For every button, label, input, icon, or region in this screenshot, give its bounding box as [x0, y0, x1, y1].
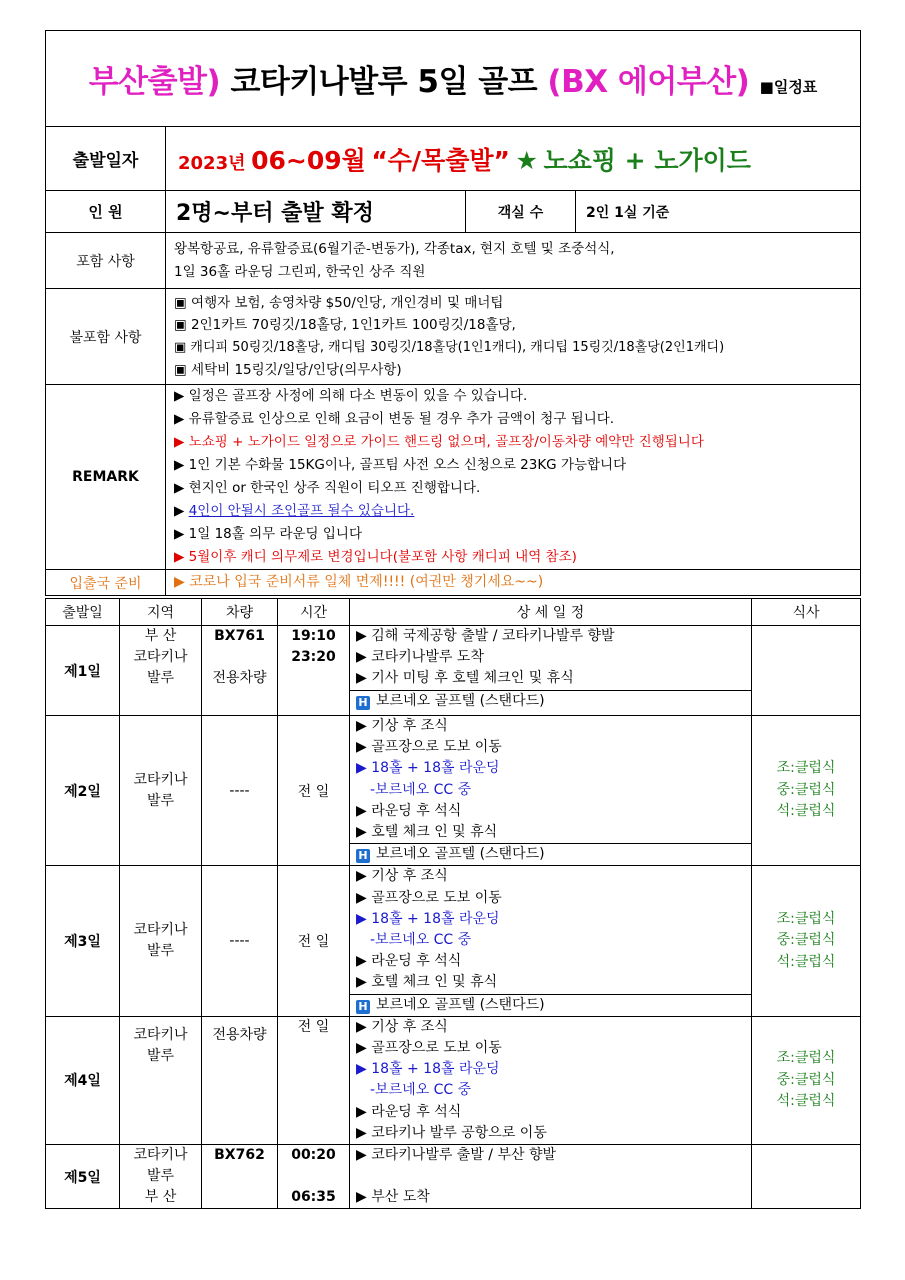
schedule-cell [350, 626, 752, 716]
region-cell [120, 1145, 202, 1209]
day-label: 제5일 [46, 1145, 120, 1209]
meal-cell [752, 1016, 861, 1144]
region-line: 발루 [146, 1047, 175, 1064]
entry-row [46, 570, 861, 596]
page-title [89, 64, 760, 100]
col-schedule: 상 세 일 정 [350, 599, 752, 626]
hotel-name: 보르네오 골프텔 (스탠다드) [376, 692, 545, 709]
people-value: 2명~부터 출발 확정 [166, 191, 466, 233]
day-label: 제3일 [46, 866, 120, 1016]
departure-months: 06~09월 [251, 145, 366, 175]
remark-line: ▶ 1인 기본 수화물 15KG이나, 골프팀 사전 오스 신청으로 23KG 가능합니다 [174, 457, 627, 473]
region-line: 발루 [146, 670, 175, 686]
schedule-cell [350, 716, 752, 866]
schedule-line: ▶ 코타키나발루 출발 / 부산 향발 [356, 1147, 557, 1164]
arrow-icon: ▶ [174, 503, 185, 519]
departure-city: 부산출발) [88, 64, 221, 100]
star-icon: ★ [515, 145, 538, 175]
itinerary-table [45, 598, 861, 1209]
vehicle-cell: 전용차량 [202, 1016, 278, 1144]
remark-row [46, 385, 861, 570]
region-line: 코타키나 [133, 922, 188, 939]
remark-line: ▶ 현지인 or 한국인 상주 직원이 티오프 진행합니다. [174, 480, 481, 496]
col-time: 시간 [278, 599, 350, 626]
region-cell [120, 866, 202, 1016]
hotel-name: 보르네오 골프텔 (스탠다드) [376, 846, 545, 863]
schedule-line: ▶ 코타키나발루 도착 [356, 649, 484, 666]
region-line: 코타키나 [133, 649, 188, 665]
schedule-line: ▶ 18홀 + 18홀 라운딩 [356, 910, 500, 927]
schedule-spacer [356, 1166, 751, 1187]
room-value: 2인 1실 기준 [576, 191, 861, 233]
departure-row [46, 127, 861, 191]
itinerary-row-day3 [46, 866, 861, 1016]
schedule-line: ▶ 코타키나 발루 공항으로 이동 [356, 1124, 547, 1141]
schedule-line: ▶ 라운딩 후 석식 [356, 953, 462, 970]
hotel-line [350, 843, 751, 865]
time-spacer [278, 1166, 349, 1187]
hotel-icon: H [356, 849, 370, 863]
day-label: 제1일 [46, 626, 120, 716]
time-cell: 전 일 [278, 1016, 350, 1144]
col-day: 출발일 [46, 599, 120, 626]
region-cell [120, 716, 202, 866]
remark-line: ▶ 5월이후 캐디 의무제로 변경입니다(불포함 사항 캐디피 내역 참조) [174, 549, 577, 565]
time-cell: 전 일 [278, 866, 350, 1016]
airline: (BX 에어부산) [547, 64, 750, 100]
vehicle-cell [202, 626, 278, 716]
included-line: 1일 36홀 라운딩 그린피, 한국인 상주 직원 [174, 263, 426, 280]
included-row [46, 233, 861, 289]
itinerary-row-day1 [46, 626, 861, 716]
schedule-line: ▶ 호텔 체크 인 및 휴식 [356, 974, 498, 991]
time-line: 06:35 [291, 1189, 336, 1206]
remark-line: ▶ 유류할증료 인상으로 인해 요금이 변동 될 경우 추가 금액이 청구 됩니다. [174, 411, 615, 427]
day-label: 제2일 [46, 716, 120, 866]
schedule-cell [350, 1145, 752, 1209]
col-vehicle: 차량 [202, 599, 278, 626]
region-line: 발루 [146, 792, 175, 809]
itinerary-row-day4 [46, 1016, 861, 1144]
schedule-cell [350, 1016, 752, 1144]
schedule-line: -보르네오 CC 중 [370, 932, 472, 949]
schedule-line: ▶ 기상 후 조식 [356, 718, 448, 734]
itinerary-row-day5 [46, 1145, 861, 1209]
meal-lunch: 중:클럽식 [776, 1071, 836, 1088]
day-label: 제4일 [46, 1016, 120, 1144]
departure-value [166, 127, 861, 191]
hotel-line [350, 994, 751, 1016]
departure-days: “수/목출발” [371, 145, 510, 175]
vehicle-cell: ---- [202, 716, 278, 866]
title-row [46, 31, 861, 127]
entry-value: ▶ 코로나 입국 준비서류 일체 면제!!!! (여권만 챙기세요~~) [166, 570, 861, 596]
meal-dinner: 석:클럽식 [776, 953, 836, 970]
region-line: 코타키나 [133, 771, 188, 788]
meal-breakfast: 조:클럽식 [776, 760, 836, 777]
time-cell: 전 일 [278, 716, 350, 866]
departure-promo: 노쇼핑 + 노가이드 [543, 145, 751, 175]
schedule-line: ▶ 부산 도착 [356, 1189, 430, 1206]
schedule-line: ▶ 호텔 체크 인 및 휴식 [356, 824, 498, 841]
schedule-tag: ■일정표 [759, 78, 818, 96]
excluded-content [166, 289, 861, 385]
region-cell [120, 1016, 202, 1144]
itinerary-row-day2 [46, 716, 861, 866]
entry-label: 입출국 준비 [46, 570, 166, 596]
col-meals: 식사 [752, 599, 861, 626]
region-cell [120, 626, 202, 716]
region-line: 부 산 [144, 628, 177, 644]
schedule-line: -보르네오 CC 중 [370, 781, 472, 798]
hotel-line [350, 690, 751, 712]
people-label: 인 원 [46, 191, 166, 233]
region-line: 발루 [146, 943, 175, 960]
excluded-line: ▣ 여행자 보험, 송영차량 $50/인당, 개인경비 및 매너팁 [174, 294, 504, 311]
schedule-line: ▶ 18홀 + 18홀 라운딩 [356, 760, 500, 777]
remark-label: REMARK [46, 385, 166, 570]
schedule-line: ▶ 기상 후 조식 [356, 868, 448, 885]
schedule-line: -보르네오 CC 중 [370, 1082, 472, 1099]
remark-line-join-golf [166, 500, 860, 523]
time-line: 19:10 [291, 628, 336, 644]
hotel-name: 보르네오 골프텔 (스탠다드) [376, 996, 545, 1013]
flight-number: BX761 [214, 628, 265, 644]
remark-line: ▶ 1일 18홀 의무 라운딩 입니다 [174, 526, 363, 542]
meal-cell [752, 626, 861, 716]
hotel-icon: H [356, 1000, 370, 1014]
excluded-line: ▣ 캐디피 50링깃/18홀당, 캐디팁 30링깃/18홀당(1인1캐디), 캐디팁 15링깃/18홀당(2인1캐디) [174, 339, 725, 355]
region-line: 부 산 [144, 1189, 177, 1206]
schedule-line: ▶ 기상 후 조식 [356, 1018, 448, 1035]
vehicle-line: 전용차량 [212, 670, 267, 686]
schedule-line: ▶ 18홀 + 18홀 라운딩 [356, 1061, 500, 1078]
meal-lunch: 중:클럽식 [776, 932, 836, 949]
meal-breakfast: 조:클럽식 [776, 1050, 836, 1067]
departure-year: 2023년 [178, 152, 246, 174]
time-line: 00:20 [291, 1147, 336, 1164]
itinerary-header [46, 599, 861, 626]
excluded-line: ▣ 2인1카트 70링깃/18홀당, 1인1카트 100링깃/18홀당, [174, 317, 516, 333]
included-label: 포함 사항 [46, 233, 166, 289]
schedule-cell [350, 866, 752, 1016]
join-golf-link[interactable]: 4인이 안될시 조인골프 될수 있습니다. [188, 503, 415, 519]
included-content [166, 233, 861, 289]
time-cell [278, 1145, 350, 1209]
meal-cell [752, 716, 861, 866]
schedule-line: ▶ 김해 국제공항 출발 / 코타키나발루 향발 [356, 628, 615, 644]
meal-dinner: 석:클럽식 [776, 803, 836, 820]
remark-line: ▶ 일정은 골프장 사정에 의해 다소 변동이 있을 수 있습니다. [174, 388, 528, 404]
meal-dinner: 석:클럽식 [776, 1093, 836, 1110]
excluded-label: 불포함 사항 [46, 289, 166, 385]
vehicle-spacer [202, 647, 277, 668]
remark-content [166, 385, 861, 570]
meal-cell [752, 866, 861, 1016]
region-line: 코타키나 [133, 1026, 188, 1043]
tour-info-table [45, 30, 861, 596]
excluded-line: ▣ 세탁비 15링깃/일당/인당(의무사항) [174, 362, 402, 378]
people-row [46, 191, 861, 233]
title-cell [46, 31, 861, 127]
time-cell [278, 626, 350, 716]
region-line: 코타키나 [133, 1147, 188, 1164]
schedule-line: ▶ 라운딩 후 석식 [356, 802, 462, 819]
remark-line: ▶ 노쇼핑 + 노가이드 일정으로 가이드 핸드링 없으며, 골프장/이동차량 예약만 진행됩니다 [174, 434, 704, 450]
schedule-line: ▶ 기사 미팅 후 호텔 체크인 및 휴식 [356, 670, 574, 687]
included-line: 왕복항공료, 유류할증료(6월기준-변동가), 각종tax, 현지 호텔 및 조중석식, [174, 241, 615, 257]
schedule-line: ▶ 라운딩 후 석식 [356, 1103, 462, 1120]
excluded-row [46, 289, 861, 385]
schedule-line: ▶ 골프장으로 도보 이동 [356, 739, 502, 756]
time-line: 23:20 [291, 649, 336, 665]
meal-breakfast: 조:클럽식 [776, 910, 836, 927]
schedule-line: ▶ 골프장으로 도보 이동 [356, 889, 502, 906]
vehicle-cell: BX762 [202, 1145, 278, 1209]
col-region: 지역 [120, 599, 202, 626]
region-line: 발루 [146, 1168, 175, 1185]
hotel-icon: H [356, 696, 370, 710]
meal-cell [752, 1145, 861, 1209]
product-name: 코타키나발루 5일 골프 [230, 64, 538, 100]
schedule-line: ▶ 골프장으로 도보 이동 [356, 1040, 502, 1057]
room-label: 객실 수 [466, 191, 576, 233]
vehicle-cell: ---- [202, 866, 278, 1016]
departure-label: 출발일자 [46, 127, 166, 191]
meal-lunch: 중:클럽식 [776, 781, 836, 798]
